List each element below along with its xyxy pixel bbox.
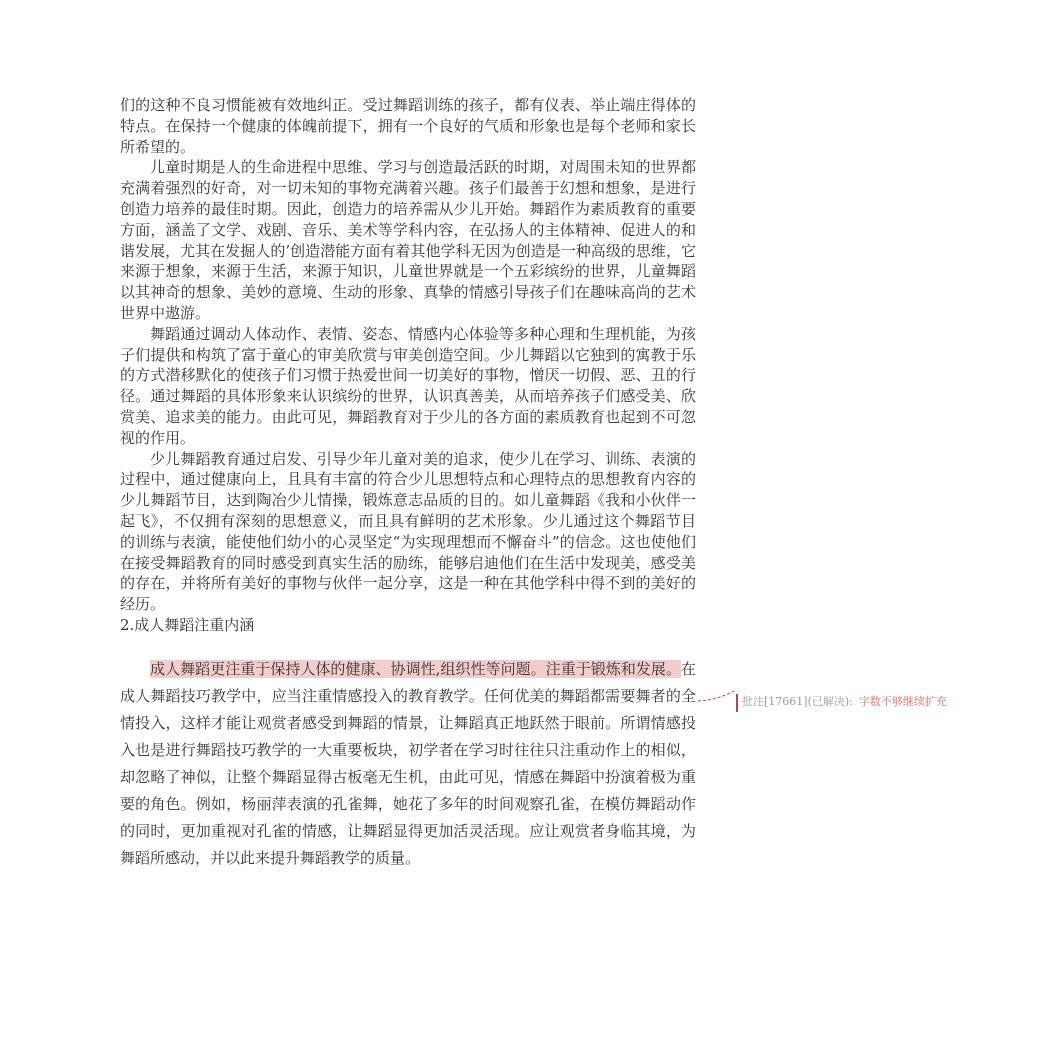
body-paragraph: 儿童时期是人的生命进程中思维、学习与创造最活跃的时期，对周围未知的世界都充满着强烈的好奇，对一切未知的事物充满着兴趣。孩子们最善于幻想和想象，是进行创造力培养的最佳时期。因此，创造力的培养需从少儿开始。舞蹈作为素质教育的重要方面，涵盖了文学、戏剧、音乐、美术等学科内容，在弘扬人的主体精神、促进人的和谐发展，尤其在发掘人的’创造潜能方面有着其他学科无因为创造是一种高级的思维，它来源于想象，来源于生活，来源于知识，儿童世界就是一个五彩缤纷的世界，儿童舞蹈以其神奇的想象、美妙的意境、生动的形象、真挚的情感引导孩子们在趣味高尚的艺术世界中遨游。 <box>120 158 696 322</box>
comment-text: 字数不够继续扩充 <box>858 695 947 708</box>
comment-balloon[interactable] <box>742 694 1042 710</box>
paragraph-continuation: 在成人舞蹈技巧教学中，应当注重情感投入的教育教学。任何优美的舞蹈都需要舞者的全情投入，这样才能让观赏者感受到舞蹈的情景，让舞蹈真正地跃然于眼前。所谓情感投入也是进行舞蹈技巧教学的一大重要板块，初学者在学习时往往只注重动作上的相似，却忽略了神似，让整个舞蹈显得古板毫无生机，由此可见，情感在舞蹈中扮演着极为重要的角色。例如，杨丽萍表演的孔雀舞，她花了多年的时间观察孔雀，在模仿舞蹈动作的同时，更加重视对孔雀的情感，让舞蹈显得更加活灵活现。应让观赏者身临其境，为舞蹈所感动，并以此来提升舞蹈教学的质量。 <box>120 660 696 867</box>
comment-author-status: 批注[17661](已解决): <box>742 695 853 708</box>
body-paragraph: 少儿舞蹈教育通过启发、引导少年儿童对美的追求，使少儿在学习、训练、表演的过程中，通过健康向上，且具有丰富的符合少儿思想特点和心理特点的思想教育内容的少儿舞蹈节目，达到陶冶少儿情操，锻炼意志品质的目的。如儿童舞蹈《我和小伙伴一起飞》，不仅拥有深刻的思想意义，而且具有鲜明的艺术形象。少儿通过这个舞蹈节目的训练与表演，能使他们幼小的心灵坚定“为实现理想而不懈奋斗”的信念。这也使他们在接受舞蹈教育的同时感受到真实生活的励练，能够启迪他们在生活中发现美，感受美的存在，并将所有美好的事物与伙伴一起分享，这是一种在其他学科中得不到的美好的经历。 <box>120 449 696 614</box>
commented-paragraph <box>120 656 696 872</box>
body-paragraph: 们的这种不良习惯能被有效地纠正。受过舞蹈训练的孩子，都有仪表、举止端庄得体的特点。在保持一个健康的体魄前提下，拥有一个良好的气质和形象也是每个老师和家长所希望的。 <box>120 96 696 156</box>
body-paragraph: 舞蹈通过调动人体动作、表情、姿态、情感内心体验等多种心理和生理机能，为孩子们提供和构筑了富于童心的审美欣赏与审美创造空间。少儿舞蹈以它独到的寓教于乐的方式潜移默化的使孩子们习惯于热爱世间一切美好的事物，憎厌一切假、恶、丑的行径。通过舞蹈的具体形象来认识缤纷的世界，认识真善美，从而培养孩子们感受美、欣赏美、追求美的能力。由此可见，舞蹈教育对于少儿的各方面的素质教育也起到不可忽视的作用。 <box>120 324 696 447</box>
comment-highlight[interactable]: 成人舞蹈更注重于保持人体的健康、协调性,组织性等问题。注重于锻炼和发展。 <box>150 660 681 678</box>
section-heading: 2.成人舞蹈注重内涵 <box>120 615 255 634</box>
comment-anchor-bar <box>736 694 738 712</box>
comment-connector-line <box>698 688 738 702</box>
document-page-body <box>120 95 696 636</box>
